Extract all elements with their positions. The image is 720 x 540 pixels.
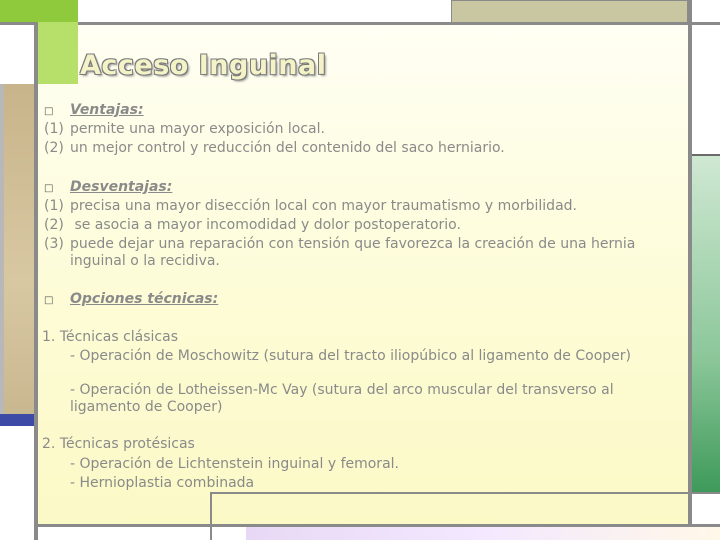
bullet-icon: □ <box>44 183 54 194</box>
bullet-icon: □ <box>44 295 54 306</box>
list-item <box>44 140 505 157</box>
list-item: - Hernioplastia combinada <box>70 475 255 491</box>
decor-left-tan-strip <box>4 84 34 414</box>
list-item <box>44 236 674 270</box>
decor-bottom-rectangle-top <box>210 492 720 494</box>
section-heading-ventajas: Ventajas: <box>70 102 144 118</box>
item-number: (2) <box>44 217 64 233</box>
group-title-protesicas: 2. Técnicas protésicas <box>42 436 195 452</box>
slide-title: Acceso Inguinal <box>80 50 327 81</box>
section-opciones <box>44 291 218 309</box>
item-number: (1) <box>44 121 64 137</box>
decor-blue-bar <box>0 414 34 426</box>
section-desventajas <box>44 179 172 197</box>
group-title-clasicas: 1. Técnicas clásicas <box>42 329 178 345</box>
item-number: (3) <box>44 236 64 252</box>
decor-bottom-rectangle-left <box>210 492 212 540</box>
section-ventajas <box>44 102 144 120</box>
section-heading-desventajas: Desventajas: <box>70 179 173 195</box>
list-item: - Operación de Moschowitz (sutura del tracto iliopúbico al ligamento de Cooper) <box>70 348 631 364</box>
decor-bottom-gradient <box>246 527 720 540</box>
decor-right-green-strip <box>692 156 720 492</box>
list-item: - Operación de Lotheissen-Mc Vay (sutura del arco muscular del transverso al ligamento de Cooper) <box>70 382 614 415</box>
decor-green-block <box>36 22 78 84</box>
item-number: (1) <box>44 198 64 214</box>
item-text: un mejor control y reducción del contenido del saco herniario. <box>70 140 505 156</box>
item-text: se asocia a mayor incomodidad y dolor postoperatorio. <box>70 217 461 233</box>
section-heading-opciones: Opciones técnicas: <box>70 291 219 307</box>
list-item: - Operación de Lichtenstein inguinal y femoral. <box>70 456 399 472</box>
bullet-icon: □ <box>44 106 54 117</box>
item-number: (2) <box>44 140 64 156</box>
item-text: puede dejar una reparación con tensión que favorezca la creación de una hernia inguinal o la recidiva. <box>70 236 636 269</box>
item-text: precisa una mayor disección local con mayor traumatismo y morbilidad. <box>70 198 577 214</box>
decor-left-vertical-line <box>34 22 38 540</box>
decor-green-top-bar <box>0 0 78 22</box>
item-text: permite una mayor exposición local. <box>70 121 325 137</box>
list-item <box>44 217 461 234</box>
list-item <box>44 198 577 215</box>
list-item <box>44 121 325 138</box>
